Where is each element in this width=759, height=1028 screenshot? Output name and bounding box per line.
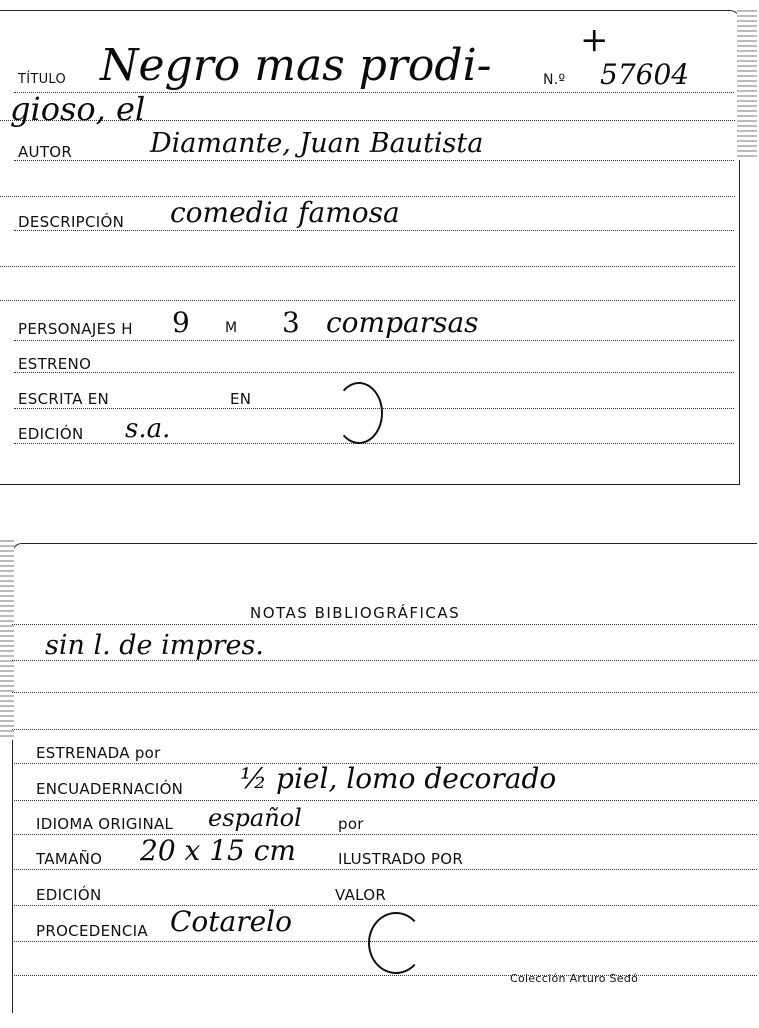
numero-label: N.º [543, 72, 566, 88]
rule-line [12, 624, 757, 625]
back-edicion-label: EDICIÓN [36, 886, 102, 904]
stamp-circle [335, 382, 383, 444]
idioma-por-label: por [338, 815, 364, 833]
tamano-value: 20 x 15 cm [140, 834, 296, 867]
rule-line [14, 340, 734, 341]
rule-line [12, 975, 757, 976]
edicion-label: EDICIÓN [18, 425, 84, 443]
numero-value: 57604 [600, 58, 690, 91]
rule-line [0, 300, 735, 301]
idioma-value: español [208, 804, 302, 832]
estreno-label: ESTRENO [18, 355, 92, 373]
personajes-h-value: 9 [172, 306, 190, 339]
tamano-label: TAMAÑO [36, 850, 103, 868]
autor-value: Diamante, Juan Bautista [150, 128, 484, 159]
rule-line [12, 834, 757, 835]
personajes-m-label: M [225, 320, 238, 336]
estrenada-label: ESTRENADA por [36, 744, 161, 762]
rule-line [14, 372, 734, 373]
rule-line [0, 266, 735, 267]
procedencia-value: Cotarelo [170, 905, 292, 938]
idioma-label: IDIOMA ORIGINAL [36, 815, 174, 833]
rule-line [14, 160, 734, 161]
encuadernacion-label: ENCUADERNACIÓN [36, 780, 184, 798]
rule-line [12, 905, 757, 906]
personajes-extra: comparsas [326, 306, 479, 339]
ilustrado-label: ILUSTRADO POR [338, 850, 464, 868]
escrita-en-label: EN [230, 390, 252, 408]
escrita-label: ESCRITA EN [18, 390, 110, 408]
rule-line [12, 869, 757, 870]
encuadernacion-value: ½ piel, lomo decorado [240, 762, 557, 795]
rule-line [12, 692, 757, 693]
titulo-value-line2: gioso, el [10, 90, 146, 128]
footer-text: Colección Arturo Sedó [510, 972, 639, 985]
autor-label: AUTOR [18, 143, 73, 161]
rule-line [12, 800, 757, 801]
valor-label: VALOR [335, 886, 387, 904]
descripcion-label: DESCRIPCIÓN [18, 213, 125, 231]
notas-value: sin l. de impres. [45, 630, 264, 661]
personajes-m-value: 3 [282, 306, 300, 339]
notas-heading: NOTAS BIBLIOGRÁFICAS [250, 604, 461, 622]
titulo-value-line1: Negro mas prodi- [100, 40, 492, 91]
card-edge-shadow [0, 540, 14, 740]
rule-line [12, 729, 757, 730]
numero-mark: + [580, 20, 609, 60]
stamp-circle [368, 912, 424, 974]
titulo-label: TÍTULO [18, 72, 67, 87]
rule-line [14, 443, 734, 444]
edicion-value: s.a. [125, 414, 171, 444]
card-edge-shadow [737, 10, 757, 160]
personajes-label: PERSONAJES H [18, 320, 133, 338]
descripcion-value: comedia famosa [170, 196, 400, 229]
procedencia-label: PROCEDENCIA [36, 922, 148, 940]
